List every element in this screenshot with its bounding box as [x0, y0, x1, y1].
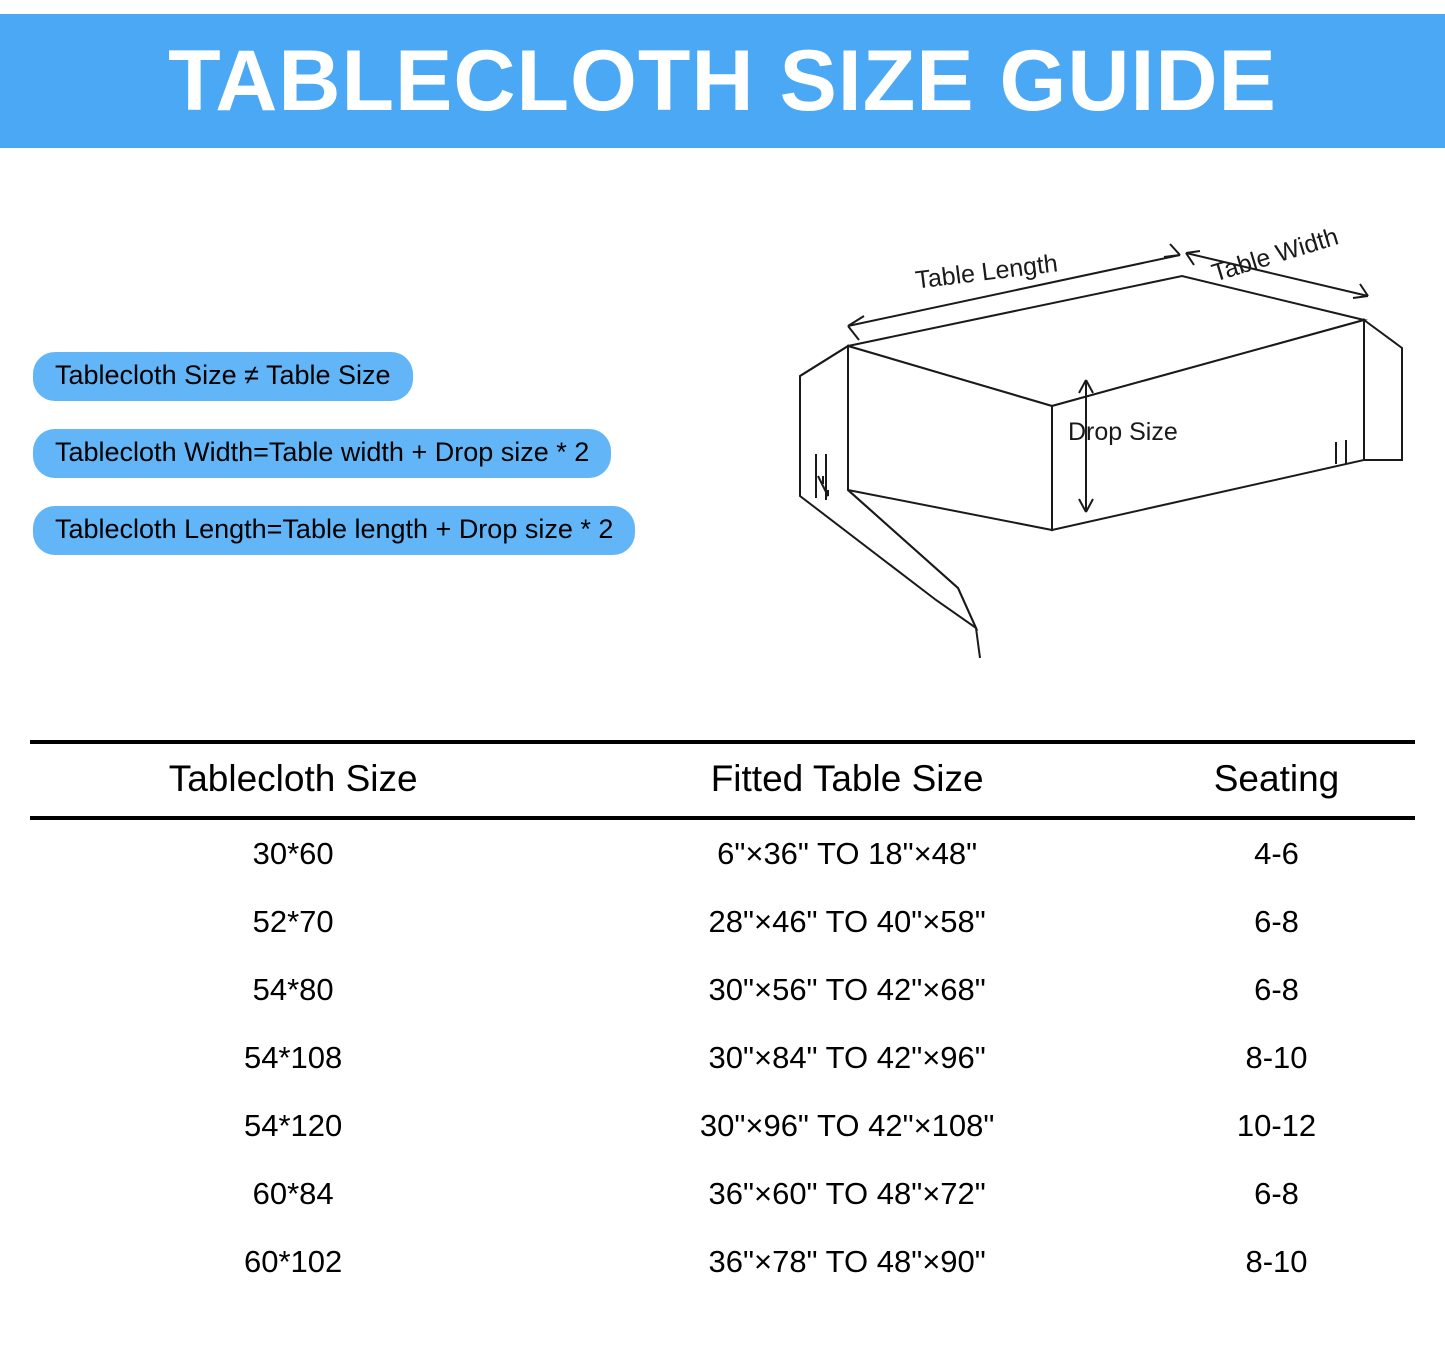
cell-seating: 8-10 [1245, 1244, 1308, 1279]
cell-fitted-table-size: 30"×96" TO 42"×108" [699, 1108, 995, 1143]
cell-tablecloth-size: 52*70 [252, 904, 334, 939]
table-header [30, 742, 1415, 818]
cell-fitted-table-size: 30"×56" TO 42"×68" [708, 972, 986, 1007]
label-table-length: Table Length [913, 249, 1060, 295]
cell-fitted-table-size: 28"×46" TO 40"×58" [708, 904, 986, 939]
cell-tablecloth-size: 54*108 [244, 1040, 343, 1075]
tablecloth-illustration [790, 222, 1420, 658]
table-row [30, 1092, 1415, 1160]
note-pill-3: Tablecloth Length=Table length + Drop size * 2 [33, 506, 635, 555]
label-table-width: Table Width [1208, 222, 1342, 288]
notes-group [28, 352, 648, 583]
cell-seating: 8-10 [1245, 1040, 1308, 1075]
cell-seating: 6-8 [1254, 904, 1299, 939]
page-header [0, 14, 1445, 148]
cell-fitted-table-size: 36"×78" TO 48"×90" [708, 1244, 986, 1279]
note-pill-1: Tablecloth Size ≠ Table Size [33, 352, 413, 401]
table-row [30, 1228, 1415, 1296]
cell-fitted-table-size: 36"×60" TO 48"×72" [708, 1176, 986, 1211]
cell-seating: 6-8 [1254, 1176, 1299, 1211]
table-row [30, 956, 1415, 1024]
label-drop-size: Drop Size [1068, 418, 1178, 446]
column-header-seating: Seating [1213, 758, 1340, 799]
table-row [30, 1160, 1415, 1228]
table-row [30, 818, 1415, 888]
cell-tablecloth-size: 60*102 [244, 1244, 343, 1279]
cell-seating: 10-12 [1236, 1108, 1317, 1143]
cell-tablecloth-size: 30*60 [252, 836, 334, 871]
column-header-fitted-table-size: Fitted Table Size [710, 758, 984, 799]
cell-fitted-table-size: 6"×36" TO 18"×48" [717, 836, 978, 871]
table-row [30, 888, 1415, 956]
note-pill-2: Tablecloth Width=Table width + Drop size * 2 [33, 429, 611, 478]
size-guide-table [30, 740, 1415, 1296]
cell-tablecloth-size: 54*120 [244, 1108, 343, 1143]
cell-fitted-table-size: 30"×84" TO 42"×96" [708, 1040, 986, 1075]
cell-seating: 4-6 [1254, 836, 1299, 871]
column-header-tablecloth-size: Tablecloth Size [168, 758, 418, 799]
cell-tablecloth-size: 60*84 [252, 1176, 334, 1211]
table-header-row [30, 742, 1415, 818]
cell-seating: 6-8 [1254, 972, 1299, 1007]
table-row [30, 1024, 1415, 1092]
cell-tablecloth-size: 54*80 [252, 972, 334, 1007]
page-title: TABLECLOTH SIZE GUIDE [168, 33, 1277, 129]
table-body [30, 818, 1415, 1296]
